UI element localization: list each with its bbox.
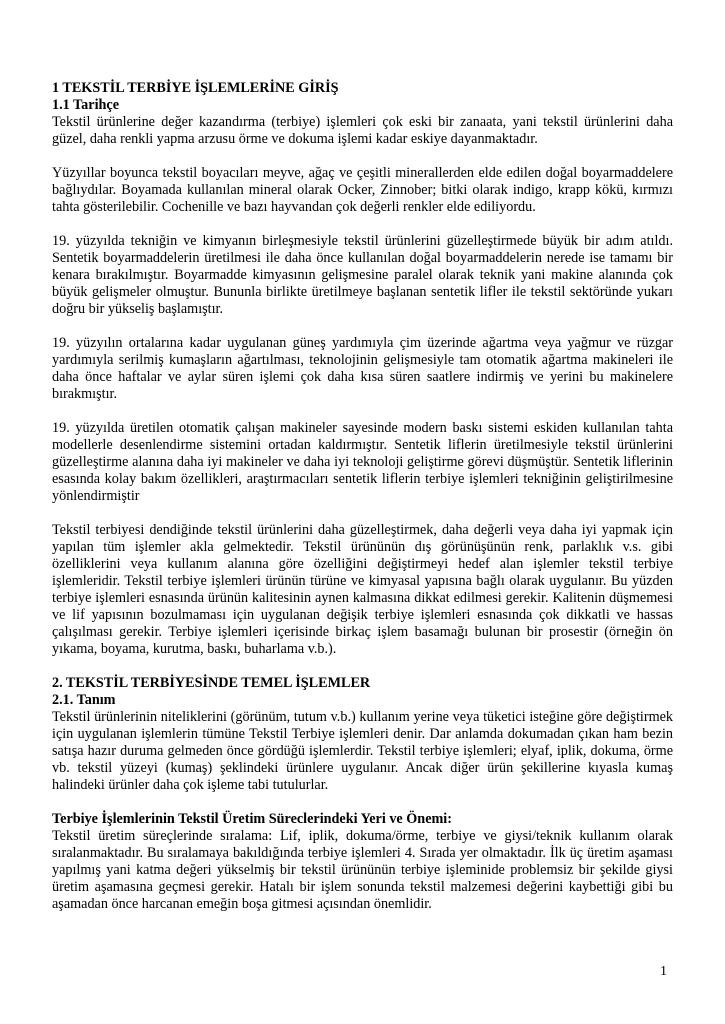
page-number: 1 [660,964,667,979]
paragraph-history-5: 19. yüzyılda üretilen otomatik çalışan makineler sayesinde modern baskı sistemi eskiden kullanılan tahta modellerle desenlendirme sistemini ortadan kaldırmıştır. Sentetik liflerin üretilmesiyle tekstil ürünlerini güzelleştirme alanına daha iyi makineler ve daha iyi teknoloji geliştirme görevi düşmüştür. Sentetik liflerinin esasında kolay bakım özellikleri, araştırmacıları sentetik liflerin terbiye işlemleri tekniğinin geliştirilmesine yönlendirmiştir [52,420,673,504]
paragraph-importance: Tekstil üretim süreçlerinde sıralama: Lif, iplik, dokuma/örme, terbiye ve giysi/teknik kullanım olarak sıralanmaktadır. Bu sıralamaya bakıldığında terbiye işlemleri 4. Sırada yer olmaktadır. İlk üç üretim aşaması yapılmış yani katma değeri yükselmiş bir tekstil ürününün terbiye işleminide problemsiz bir şekilde giysi üretim aşamasına geçmesi gerekir. Hatalı bir işlem sonunda tekstil malzemesi değerini kaybettiği gibi bu aşamadan önce harcanan emeğin boşa gitmesi açısından önemlidir. [52,828,673,912]
section-1-1-subheading: 1.1 Tarihçe [52,97,120,113]
paragraph-history-1: Tekstil ürünlerine değer kazandırma (terbiye) işlemleri çok eski bir zanaata, yani tekstil ürünlerini daha güzel, daha renkli yapma arzusu örme ve dokuma işlemi kadar eskiye dayanmaktadır. [52,114,673,147]
document-page [52,80,673,930]
section-3-heading: Terbiye İşlemlerinin Tekstil Üretim Süreclerindeki Yeri ve Önemi: [52,811,452,827]
paragraph-definition: Tekstil ürünlerinin niteliklerini (görünüm, tutum v.b.) kullanım yerine veya tüketici isteğine göre değiştirmek için uygulanan işlemlerin tümüne Tekstil Terbiye işlemleri denir. Dar anlamda dokumadan çıkan ham bezin satışa hazır duruma gelmeden önce gördüğü işlemlerdir. Tekstil terbiye işlemleri; elyaf, iplik, dokuma, örme vb. tekstil yüzeyi (kumaş) şeklindeki ürünlere uygulanır. Ancak diğer ürün şekillerine kıyasla kumaş halindeki ürünler daha çok işleme tabi tutulurlar. [52,709,673,793]
section-2-1-subheading: 2.1. Tanım [52,692,116,708]
paragraph-history-6: Tekstil terbiyesi dendiğinde tekstil ürünlerini daha güzelleştirmek, daha değerli veya daha iyi yapmak için yapılan tüm işlemler akla gelmektedir. Tekstil ürününün dış görünüşünün renk, parlaklık v.s. gibi özelliklerini veya kullanım alanına göre özelliğini değiştirmeyi hedef alan işlemler tekstil terbiye işlemleridir. Tekstil terbiye işlemleri ürünün türüne ve kimyasal yapısına bağlı olarak uygulanır. Bu yüzden terbiye işlemleri esnasında ürünün kalitesinin aynen kalmasına dikkat edilmesi gerekir. Kalitenin düşmemesi ve lif yapısının bozulmaması için uygulanan değişik terbiye işlemleri esnasında çok dikkatli ve hassas çalışılması gerekir. Terbiye işlemleri içerisinde birkaç işlem basamağı bulunan bir prosestir (örneğin ön yıkama, boyama, kurutma, baskı, buharlama v.b.). [52,522,673,657]
section-1-heading: 1 TEKSTİL TERBİYE İŞLEMLERİNE GİRİŞ [52,80,339,96]
paragraph-history-2: Yüzyıllar boyunca tekstil boyacıları meyve, ağaç ve çeşitli minerallerden elde edilen doğal boyarmaddelere bağlıydılar. Boyamada kullanılan mineral olarak Ocker, Zinnober; bitki olarak indigo, krapp kökü, kırmızı tahta gösterilebilir. Cochenille ve bazı hayvandan çok değerli renkler elde ediliyordu. [52,165,673,215]
section-2-heading: 2. TEKSTİL TERBİYESİNDE TEMEL İŞLEMLER [52,675,371,691]
paragraph-history-4: 19. yüzyılın ortalarına kadar uygulanan güneş yardımıyla çim üzerinde ağartma veya yağmur ve rüzgar yardımıyla serilmiş kumaşların ağartılması, teknolojinin gelişmesiyle tam otomatik ağartma makineleri ile daha önce haftalar ve aylar süren işlemi çok daha kısa süren saatlere indirmiş ve yerini bu makinelere bırakmıştır. [52,335,673,402]
paragraph-history-3: 19. yüzyılda tekniğin ve kimyanın birleşmesiyle tekstil ürünlerini güzelleştirmede büyük bir adım atıldı. Sentetik boyarmaddelerin üretilmesi ile daha önce kullanılan doğal boyarmaddelerin nerede ise tamamı bir kenara bırakılmıştır. Boyarmadde kimyasının gelişmesine paralel olarak teknik yani makine alanında çok büyük gelişmeler olmuştur. Bununla birlikte üretilmeye başlanan sentetik lifler ile tekstil sektöründe yukarı doğru bir yükseliş başlamıştır. [52,233,673,317]
